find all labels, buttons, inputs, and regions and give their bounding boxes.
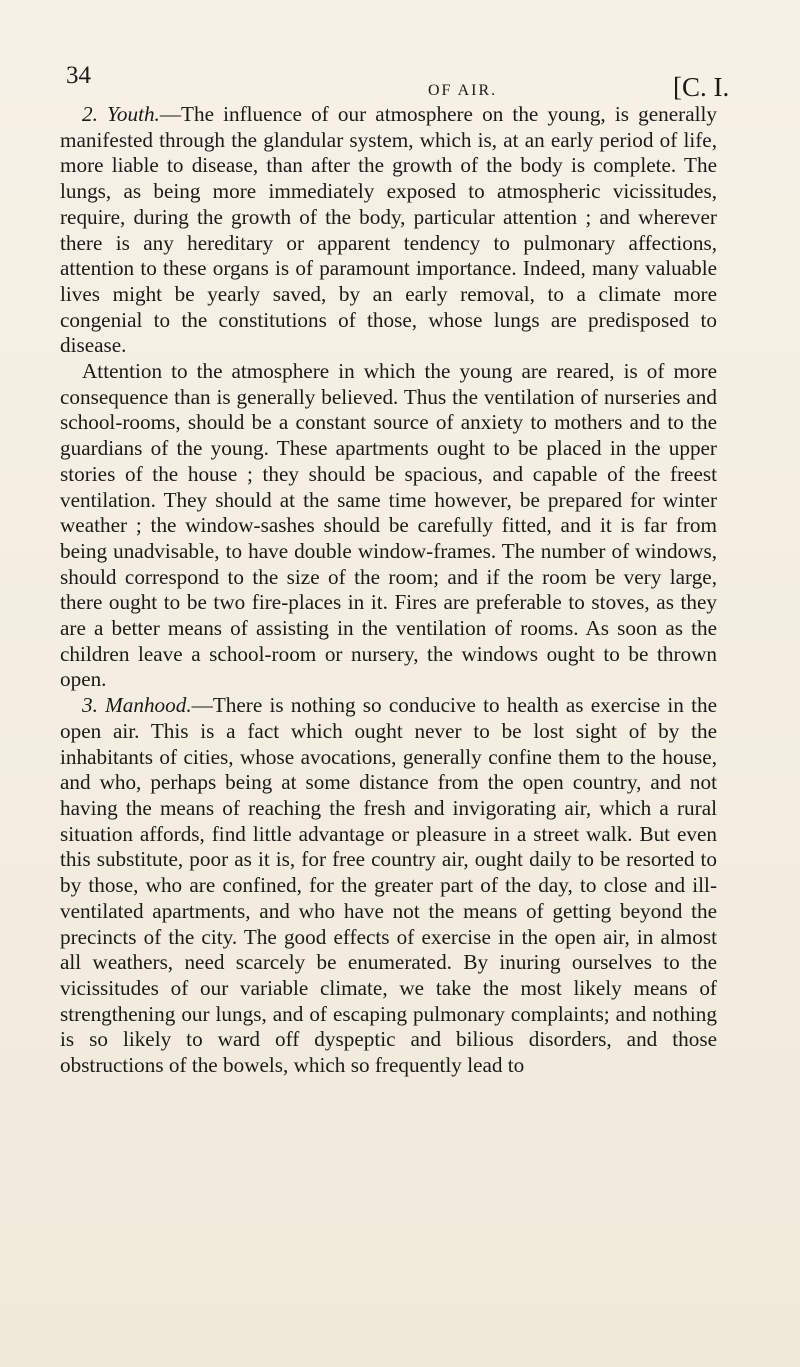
- paragraph-text: —There is nothing so conducive to health as exercise in the open air. This is a fact which ought never to be lost sight of by the inhabitants of cities, whose avocations, generally confine them to the house, and who, perhaps being at some distance from the open country, and not having the means of reaching the fresh and invigorating air, which a rural situation affords, find little advantage or pleasure in a street walk. But even this substitute, poor as it is, for free country air, ought daily to be resorted to by those, who are confined, for the greater part of the day, to close and ill-ventilated apartments, and who have not the means of getting beyond the precincts of the city. The good effects of exercise in the open air, in almost all weathers, need scarcely be enumerated. By inuring ourselves to the vicissitudes of our variable climate, we take the most likely means of strengthening our lungs, and of escaping pulmonary complaints; and nothing is so likely to ward off dyspeptic and bilious disorders, and those obstructions of the bowels, which so frequently lead to: [60, 693, 717, 1078]
- paragraph-youth: [60, 102, 717, 359]
- page-header: [60, 62, 740, 106]
- section-reference: [C. I.: [673, 72, 730, 102]
- paragraph-text: Attention to the atmosphere in which the young are reared, is of more consequence than is generally believed. Thus the ventilation of nurseries and school-rooms, should be a constant source of anxiety to mothers and to the guardians of the young. These apartments ought to be placed in the upper stories of the house ; they should be spacious, and capable of the freest ventilation. They should at the same time however, be prepared for winter weather ; the window-sashes should be carefully fitted, and it is far from being unadvisable, to have double window-frames. The number of windows, should correspond to the size of the room; and if the room be very large, there ought to be two fire-places in it. Fires are preferable to stoves, as they are a better means of assisting in the ventilation of rooms. As soon as the children leave a school-room or nursery, the windows ought to be thrown open.: [60, 359, 717, 692]
- page-number: 34: [66, 62, 91, 89]
- paragraph-text: —The influence of our atmosphere on the young, is generally manifested through the glandular system, which is, at an early period of life, more liable to disease, than after the growth of the body is complete. The lungs, as being more immediately exposed to atmospheric vicissitudes, require, during the growth of the body, particular attention ; and wherever there is any hereditary or apparent tendency to pulmonary affections, attention to these organs is of paramount importance. Indeed, many valuable lives might be yearly saved, by an early removal, to a climate more congenial to the constitutions of those, whose lungs are predisposed to disease.: [60, 102, 717, 358]
- paragraph-manhood: [60, 693, 717, 1079]
- paragraph-atmosphere-young: [60, 359, 717, 693]
- section-heading-youth: 2. Youth.: [82, 102, 160, 126]
- section-heading-manhood: 3. Manhood.: [82, 693, 192, 718]
- body-text: [60, 102, 717, 1079]
- running-head: OF AIR.: [428, 82, 498, 99]
